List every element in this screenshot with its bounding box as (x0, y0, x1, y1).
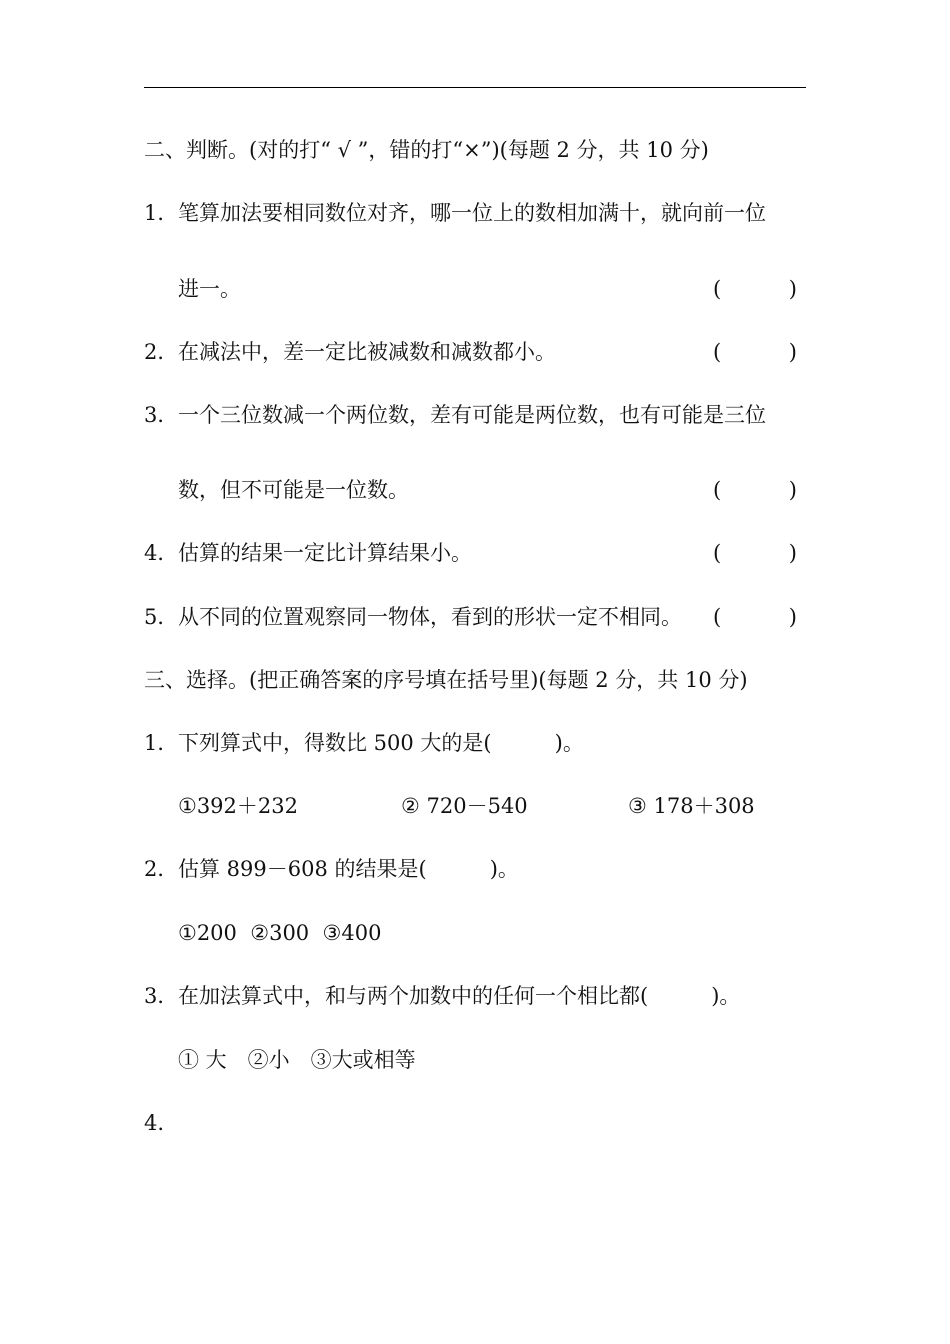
item-text: 一个三位数减一个两位数，差有可能是两位数，也有可能是三位 (178, 403, 766, 427)
judge-item-5 (144, 603, 682, 631)
question-number: 3． (144, 984, 179, 1008)
question-text: 在加法算式中，和与两个加数中的任何一个相比都( )。 (178, 984, 741, 1008)
choice-question-3 (144, 982, 740, 1010)
item-text: 估算的结果一定比计算结果小。 (178, 541, 472, 565)
q2-options: ①200 ②300 ③400 (178, 921, 382, 945)
item-text: 从不同的位置观察同一物体，看到的形状一定不相同。 (178, 605, 682, 629)
q1-option-2: ② 720－540 (401, 794, 528, 818)
judge-item-1 (144, 199, 766, 227)
header-rule (144, 87, 806, 88)
judge-item-3 (144, 401, 766, 429)
item-number: 5． (144, 605, 179, 629)
q3-options: ① 大 ②小 ③大或相等 (178, 1048, 416, 1072)
question-number: 4. (144, 1111, 165, 1135)
question-number: 2． (144, 857, 179, 881)
item-number: 4． (144, 541, 179, 565)
question-number: 1． (144, 731, 179, 755)
item-text: 笔算加法要相同数位对齐，哪一位上的数相加满十，就向前一位 (178, 201, 766, 225)
item-number: 3． (144, 403, 179, 427)
judge-item-1-continued: 进一。 (178, 277, 241, 301)
q1-option-3: ③ 178＋308 (628, 794, 755, 818)
choice-question-4 (144, 1109, 178, 1137)
item-number: 1． (144, 201, 179, 225)
q1-option-1: ①392＋232 (178, 794, 298, 818)
choice-question-1 (144, 729, 584, 757)
choice-question-2 (144, 855, 519, 883)
judge-item-4 (144, 539, 472, 567)
judge-item-2 (144, 338, 556, 366)
section-2-title: 二、判断。(对的打“ √ ”，错的打“×”)(每题 2 分，共 10 分) (144, 138, 709, 162)
item-number: 2． (144, 340, 179, 364)
item-text: 在减法中，差一定比被减数和减数都小。 (178, 340, 556, 364)
question-text: 下列算式中，得数比 500 大的是( )。 (178, 731, 584, 755)
judge-item-3-continued: 数，但不可能是一位数。 (178, 478, 409, 502)
question-text: 估算 899－608 的结果是( )。 (178, 857, 519, 881)
section-3-title: 三、选择。(把正确答案的序号填在括号里)(每题 2 分，共 10 分) (144, 668, 748, 692)
